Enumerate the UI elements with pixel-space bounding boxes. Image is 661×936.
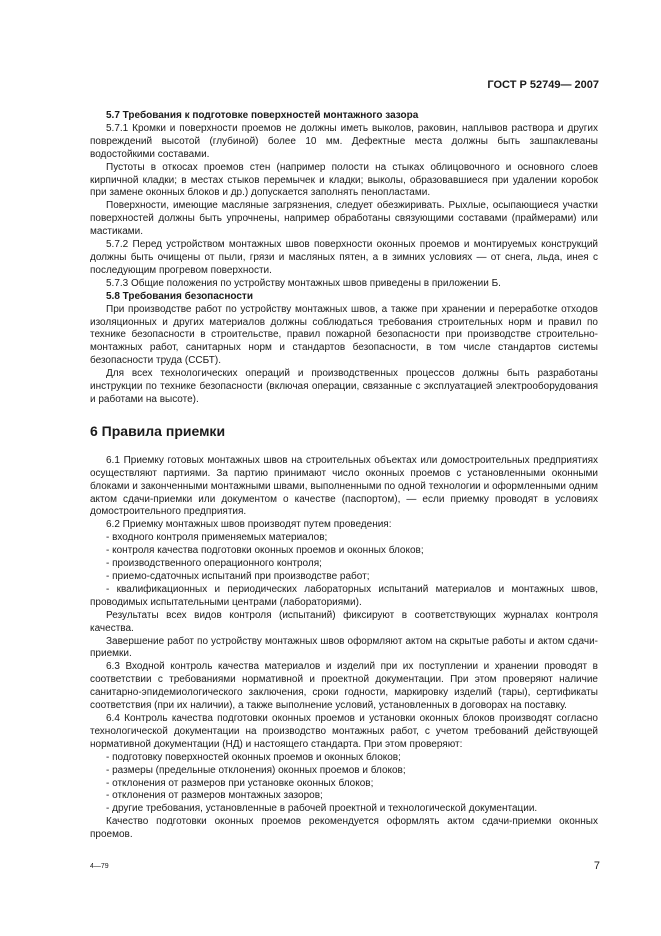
- paragraph: 5.7.2 Перед устройством монтажных швов поверхности оконных проемов и монтируемых конструкций должны быть очищены от пыли, грязи и масляных пятен, а в зимних условиях — от снега, льда, инея с последующим прогревом поверхности.: [90, 239, 598, 276]
- document-body: [90, 110, 598, 842]
- page-number: 7: [593, 860, 600, 872]
- paragraph: 6.4 Контроль качества подготовки оконных проемов и установки оконных блоков производят согласно технологической документации на производство монтажных работ, с учетом требований действующей нормативной документации (НД) и настоящего стандарта. При этом проверяют:: [90, 712, 598, 750]
- paragraph: 6.1 Приемку готовых монтажных швов на строительных объектах или домостроительных предприятиях осуществляют партиями. За партию принимают число оконных проемов с установленными оконными блоками и законченными монтажными швами, выполненными по одной технологии и оформленными одним актом сдачи-приемки или документом о качестве (паспортом), — если приемку проводят в условиях домостроительного предприятия.: [90, 454, 598, 518]
- paragraph: - входного контроля применяемых материалов;: [106, 532, 328, 544]
- standard-designation: ГОСТ Р 52749— 2007: [487, 79, 599, 91]
- paragraph: Поверхности, имеющие масляные загрязнения, следует обезжиривать. Рыхлые, осыпающиеся участки поверхностей должны быть упрочнены, например обработаны связующими составами (праймерами) или мастиками.: [90, 200, 598, 238]
- section-heading: 5.7 Требования к подготовке поверхностей монтажного зазора: [106, 110, 419, 121]
- footer-code: 4—79: [90, 863, 109, 870]
- paragraph: - приемо-сдаточных испытаний при производстве работ;: [106, 571, 370, 582]
- paragraph: 5.7.3 Общие положения по устройству монтажных швов приведены в приложении Б.: [106, 277, 501, 289]
- paragraph: 6.2 Приемку монтажных швов производят путем проведения:: [106, 519, 392, 531]
- paragraph: Для всех технологических операций и производственных процессов должны быть разработаны инструкции по технике безопасности (включая операции, связанные с эксплуатацией электрооборудования и работами на высоте).: [90, 368, 598, 405]
- paragraph: - производственного операционного контроля;: [106, 558, 322, 570]
- section-heading: 5.8 Требования безопасности: [106, 290, 253, 302]
- paragraph: Завершение работ по устройству монтажных швов оформляют актом на скрытые работы и актом сдачи-приемки.: [90, 635, 598, 660]
- paragraph: - отклонения от размеров монтажных зазоров;: [106, 790, 323, 802]
- paragraph: - отклонения от размеров при установке оконных блоков;: [106, 777, 374, 789]
- paragraph: 5.7.1 Кромки и поверхности проемов не должны иметь выколов, раковин, наплывов раствора и других повреждений высотой (глубиной) более 10 мм. Дефектные места должны быть зашпаклеваны водостойкими составами.: [90, 122, 598, 160]
- paragraph: - другие требования, установленные в рабочей проектной и технологической документации.: [106, 803, 538, 815]
- paragraph: Результаты всех видов контроля (испытаний) фиксируют в соответствующих журналах контроля качества.: [90, 609, 598, 634]
- paragraph: При производстве работ по устройству монтажных швов, а также при хранении и переработке отходов изоляционных и других материалов должны соблюдаться требования строительных норм и правил по технике безопасности в строительстве, правил пожарной безопасности при производстве строительно-монтажных работ, санитарных норм и стандартов безопасности, в том числе стандартов системы безопасности труда (ССБТ).: [90, 303, 598, 367]
- paragraph: - подготовку поверхностей оконных проемов и оконных блоков;: [106, 751, 401, 763]
- chapter-heading: 6 Правила приемки: [90, 422, 226, 439]
- paragraph: 6.3 Входной контроль качества материалов и изделий при их поступлении и хранении проводят в соответствии с требованиями нормативной и проектной документации. При этом проверяют наличие санитарно-эпидемиологического заключения, сроки годности, маркировку изделий (тары), сертификаты соответствия (при их наличии), а также выполнение условий, установленных в договорах на поставку.: [90, 661, 598, 712]
- paragraph: - квалификационных и периодических лабораторных испытаний материалов и монтажных швов, проводимых испытательными центрами (лабораториями).: [90, 583, 598, 608]
- paragraph: Качество подготовки оконных проемов рекомендуется оформлять актом сдачи-приемки оконных проемов.: [90, 816, 598, 841]
- paragraph: - контроля качества подготовки оконных проемов и оконных блоков;: [106, 545, 424, 557]
- paragraph: Пустоты в откосах проемов стен (например полости на стыках облицовочного и основного слоев кирпичной кладки; в местах стыков перемычек и кладки; выколы, образовавшиеся при удалении коробок при замене оконных блоков и др.) допускается заполнять пенопластами.: [90, 161, 598, 199]
- paragraph: - размеры (предельные отклонения) оконных проемов и блоков;: [106, 764, 406, 776]
